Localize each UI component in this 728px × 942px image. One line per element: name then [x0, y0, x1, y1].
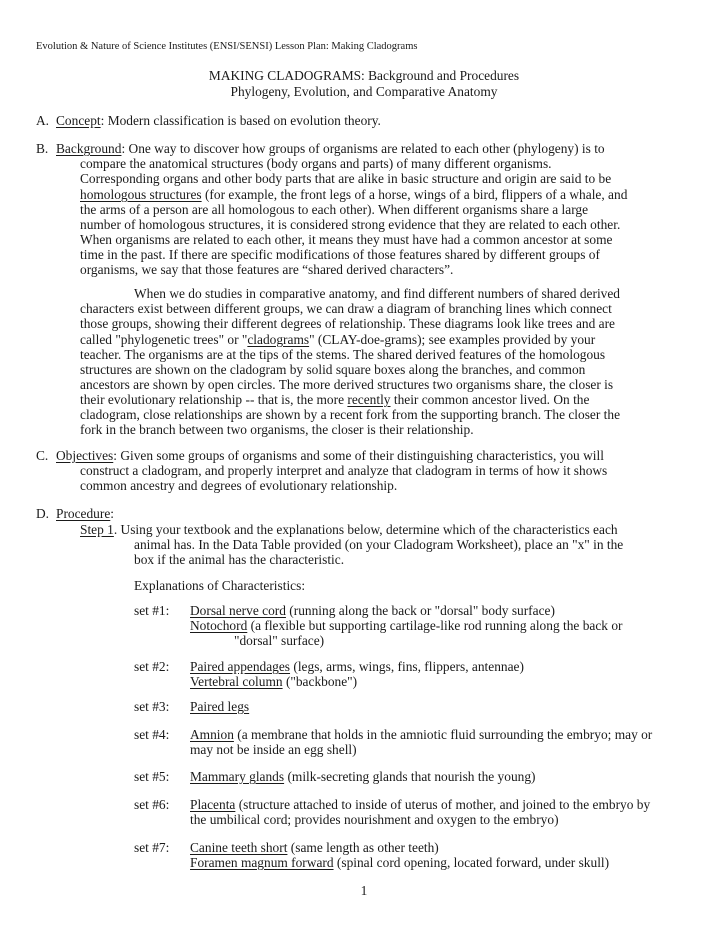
section-b-p2-line-9: cladogram, close relationships are shown by a recent fork from the supporting branch. The closer the: [80, 407, 621, 422]
section-a-label: Concept: [56, 113, 101, 128]
section-c-letter: C.: [36, 448, 49, 463]
section-b-line-2: compare the anatomical structures (body organs and parts) of many different organisms.: [80, 156, 552, 171]
section-b-line-7: When organisms are related to each other, it means they must have had a common ancestor at some: [80, 232, 613, 247]
set-1-label: set #1:: [134, 603, 170, 618]
section-b-p2-line-7: ancestors are shown by open circles. The more derived structures two organisms share, the closer is: [80, 377, 614, 392]
set-5-item-1: [190, 769, 536, 784]
vertebral-column-desc: ("backbone"): [282, 674, 358, 689]
document-title: MAKING CLADOGRAMS: Background and Procedures: [208, 68, 520, 83]
section-a-letter: A.: [36, 113, 50, 128]
set-2-label: set #2:: [134, 659, 170, 674]
section-b-p2-line-6: structures are shown on the cladogram by solid square boxes along the branches, and common: [80, 362, 586, 377]
section-c-line-3: common ancestry and degrees of evolutionary relationship.: [80, 478, 398, 493]
set-7-item-1: [190, 840, 439, 855]
set-6-label: set #6:: [134, 797, 170, 812]
canine-teeth-short-desc: (same length as other teeth): [287, 840, 439, 855]
notochord-term: Notochord: [190, 618, 248, 633]
amnion-desc: (a membrane that holds in the amniotic fluid surrounding the embryo; may or: [233, 727, 653, 742]
section-b-line-9: organisms, we say that those features are “shared derived characters”.: [80, 262, 454, 277]
placenta-term: Placenta: [190, 797, 236, 812]
section-c-line-1: [56, 448, 604, 463]
step-1-line-1: [80, 522, 618, 537]
explanations-title: Explanations of Characteristics:: [134, 578, 306, 593]
paired-appendages-term: Paired appendages: [190, 659, 291, 674]
section-b-line-4-text: (for example, the front legs of a horse, wings of a bird, flippers of a whale, and: [201, 187, 628, 202]
section-b-line-4: [80, 187, 627, 202]
page-number: 1: [360, 883, 368, 898]
section-d-letter: D.: [36, 506, 50, 521]
set-3-item-1: [190, 699, 249, 714]
running-header: Evolution & Nature of Science Institutes (ENSI/SENSI) Lesson Plan: Making Cladograms: [36, 41, 418, 52]
section-b-label: Background: [56, 141, 122, 156]
homologous-structures-term: homologous structures: [80, 187, 202, 202]
set-3-label: set #3:: [134, 699, 170, 714]
foramen-magnum-forward-desc: (spinal cord opening, located forward, under skull): [333, 855, 610, 870]
section-b-letter: B.: [36, 141, 49, 156]
section-a-text: : Modern classification is based on evolution theory.: [100, 113, 381, 128]
amnion-desc-cont: may not be inside an egg shell): [190, 742, 357, 757]
recently-term: recently: [347, 392, 391, 407]
cladograms-term: cladograms: [247, 332, 310, 347]
section-d-heading: [56, 506, 114, 521]
section-d-colon: :: [110, 506, 115, 521]
section-b-p2-line-4: [80, 332, 595, 347]
p2-line-4-after: " (CLAY-doe-grams); see examples provided by your: [309, 332, 596, 347]
section-b-line-6: number of homologous structures, it is considered strong evidence that they are related to each other.: [80, 217, 621, 232]
section-b-p2-line-3: those groups, showing their different degrees of relationship. These diagrams look like trees and are: [80, 316, 615, 331]
p2-line-8-before: their evolutionary relationship -- that is, the more: [80, 392, 348, 407]
section-b-line-5: the arms of a person are all homologous to each other). When different organisms share a large: [80, 202, 589, 217]
set-4-item-1: [190, 727, 652, 742]
set-7-label: set #7:: [134, 840, 170, 855]
section-b-p2-line-5: teacher. The organisms are at the tips of the stems. The shared derived features of the homologous: [80, 347, 606, 362]
section-b-line-1: [56, 141, 605, 156]
dorsal-nerve-cord-term: Dorsal nerve cord: [190, 603, 286, 618]
canine-teeth-short-term: Canine teeth short: [190, 840, 288, 855]
paired-legs-term: Paired legs: [190, 699, 250, 714]
section-a-line: [56, 113, 381, 128]
foramen-magnum-forward-term: Foramen magnum forward: [190, 855, 334, 870]
section-b-line-8: time in the past. If there are specific modifications of those features shared by different groups of: [80, 247, 600, 262]
mammary-glands-desc: (milk-secreting glands that nourish the young): [284, 769, 536, 784]
step-1-line-3: box if the animal has the characteristic.: [134, 552, 345, 567]
placenta-desc-cont: the umbilical cord; provides nourishment and oxygen to the embryo): [190, 812, 559, 827]
step-1-text: . Using your textbook and the explanations below, determine which of the characteristics each: [113, 522, 618, 537]
vertebral-column-term: Vertebral column: [190, 674, 283, 689]
set-6-item-1: [190, 797, 650, 812]
section-c-label: Objectives: [56, 448, 114, 463]
section-c-text: : Given some groups of organisms and some of their distinguishing characteristics, you will: [113, 448, 604, 463]
set-4-label: set #4:: [134, 727, 170, 742]
p2-line-8-after: their common ancestor lived. On the: [390, 392, 590, 407]
document-subtitle: Phylogeny, Evolution, and Comparative Anatomy: [230, 84, 498, 99]
set-1-item-1: [190, 603, 555, 618]
section-b-p2-line-1: When we do studies in comparative anatomy, and find different numbers of shared derived: [134, 286, 620, 301]
section-b-p2-line-10: fork in the branch between two organisms, the closer is their relationship.: [80, 422, 474, 437]
section-b-line-3: Corresponding organs and other body parts that are alike in basic structure and origin are said to be: [80, 171, 612, 186]
set-5-label: set #5:: [134, 769, 170, 784]
section-b-p2-line-2: characters exist between different groups, we can draw a diagram of branching lines which connect: [80, 301, 612, 316]
section-c-line-2: construct a cladogram, and properly interpret and analyze that cladogram in terms of how it shows: [80, 463, 608, 478]
step-1-label: Step 1: [80, 522, 114, 537]
set-2-item-2: [190, 674, 357, 689]
paired-appendages-desc: (legs, arms, wings, fins, flippers, antennae): [290, 659, 524, 674]
section-b-p2-line-8: [80, 392, 589, 407]
amnion-term: Amnion: [190, 727, 234, 742]
set-1-item-2: [190, 618, 622, 633]
placenta-desc: (structure attached to inside of uterus of mother, and joined to the embryo by: [235, 797, 651, 812]
set-7-item-2: [190, 855, 609, 870]
section-d-label: Procedure: [56, 506, 111, 521]
mammary-glands-term: Mammary glands: [190, 769, 285, 784]
notochord-desc: (a flexible but supporting cartilage-like rod running along the back or: [247, 618, 623, 633]
section-b-text: : One way to discover how groups of organisms are related to each other (phylogeny) is to: [121, 141, 605, 156]
p2-line-4-before: called "phylogenetic trees" or ": [80, 332, 248, 347]
step-1-line-2: animal has. In the Data Table provided (on your Cladogram Worksheet), place an "x" in the: [134, 537, 624, 552]
notochord-desc-cont: "dorsal" surface): [234, 633, 325, 648]
dorsal-nerve-cord-desc: (running along the back or "dorsal" body surface): [285, 603, 555, 618]
set-2-item-1: [190, 659, 524, 674]
